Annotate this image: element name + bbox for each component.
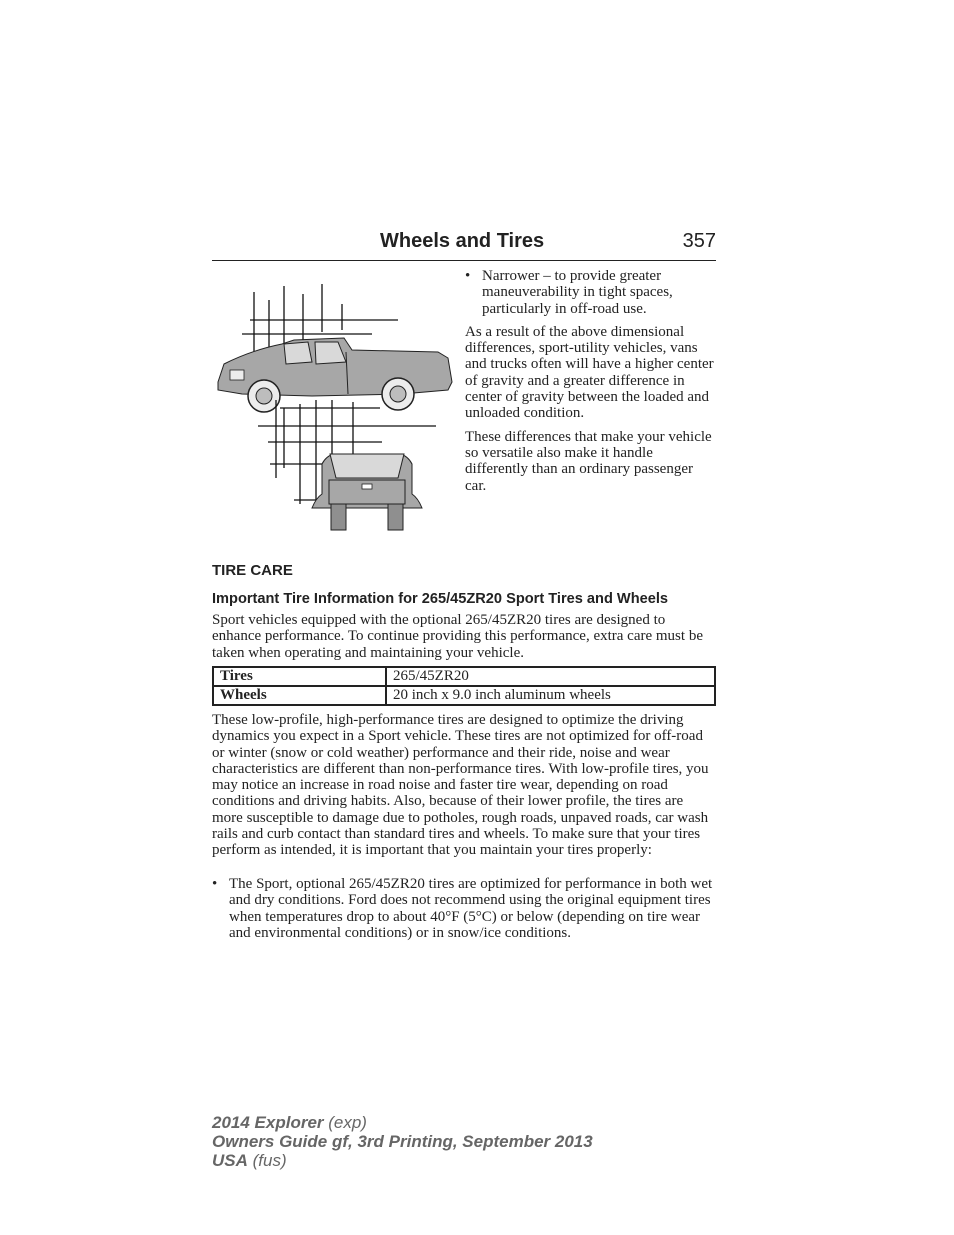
table-row [213,686,715,705]
table-cell-value: 265/45ZR20 [386,667,715,686]
footer-market-code: (fus) [247,1151,287,1170]
table-cell-value: 20 inch x 9.0 inch aluminum wheels [386,686,715,705]
footer-line [212,1151,593,1170]
list-item [212,876,716,941]
pickup-rear-view-icon [312,454,422,530]
bullet-icon: • [212,876,218,892]
footer-guide-info: Owners Guide gf, 3rd Printing, September 2013 [212,1132,593,1151]
footer-model-code: (exp) [323,1113,367,1132]
table-cell-label: Tires [213,667,386,686]
table-cell-label: Wheels [213,686,386,705]
footer-line [212,1113,593,1132]
footer-line [212,1132,593,1151]
bullet-text: The Sport, optional 265/45ZR20 tires are optimized for performance in both wet and dry conditions. Ford does not recommend using the original equipment tires when temperatures drop to about 40°F (5°C) or below (depending on tire wear and environmental conditions) or in snow/ice conditions. [229,876,713,941]
footer-model: 2014 Explorer [212,1113,324,1132]
pickup-side-view-icon [218,338,452,412]
page-footer [212,1113,593,1170]
page-title: Wheels and Tires [380,230,545,252]
paragraph: As a result of the above dimensional differences, sport-utility vehicles, vans and trucks often will have a higher center of gravity and a greater difference in center of gravity between the loaded and unloaded condition. [465,323,714,422]
subsection-heading: Important Tire Information for 265/45ZR20 Sport Tires and Wheels [212,591,669,607]
page-number: 357 [682,230,716,252]
right-column [465,268,717,501]
intro-paragraph: Sport vehicles equipped with the optional 265/45ZR20 tires are designed to enhance performance. To continue providing this performance, extra care must be taken when operating and maintaining your vehicle. [212,612,703,661]
section-heading: TIRE CARE [212,562,293,579]
tire-spec-table [212,666,716,706]
vehicle-dimensions-illustration [212,272,460,534]
list-item [465,268,717,317]
bullet-icon: • [465,268,471,284]
table-row [213,667,715,686]
paragraph: These differences that make your vehicle so versatile also make it handle differently than an ordinary passenger car. [465,428,712,494]
body-paragraph: These low-profile, high-performance tires are designed to optimize the driving dynamics you expect in a Sport vehicle. These tires are not optimized for off-road or winter (snow or cold weather) performance and their ride, noise and wear characteristics are different than non-performance tires. With low-profile tires, you may notice an increase in road noise and faster tire wear, depending on road conditions and driving habits. Also, because of their lower profile, the tires are more susceptible to damage due to potholes, rough roads, unpaved roads, car wash rails and curb contact than standard tires and wheels. To make sure that your tires perform as intended, it is important that you maintain your tires properly: [212,712,709,859]
bullet-text: Narrower – to provide greater maneuverability in tight spaces, particularly in off-road use. [482,268,673,317]
footer-market: USA [212,1151,248,1170]
page-header [212,228,716,261]
